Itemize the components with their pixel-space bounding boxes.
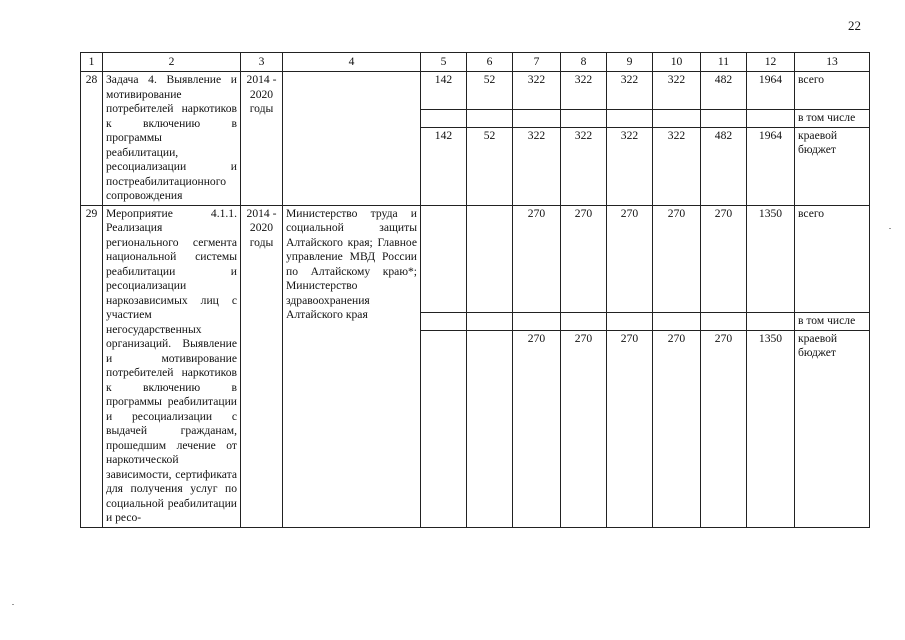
program-table bbox=[80, 52, 870, 528]
value-cell: 322 bbox=[653, 127, 701, 205]
value-cell bbox=[467, 330, 513, 527]
value-cell: 322 bbox=[561, 72, 607, 110]
value-cell: 270 bbox=[561, 205, 607, 313]
value-cell: 1964 bbox=[747, 72, 795, 110]
column-number: 2 bbox=[103, 53, 241, 72]
value-cell bbox=[421, 313, 467, 331]
column-number: 11 bbox=[701, 53, 747, 72]
row-number: 28 bbox=[81, 72, 103, 206]
value-cell: 482 bbox=[701, 72, 747, 110]
value-cell: 270 bbox=[513, 330, 561, 527]
column-number: 6 bbox=[467, 53, 513, 72]
value-cell bbox=[653, 313, 701, 331]
column-number: 5 bbox=[421, 53, 467, 72]
value-cell: 270 bbox=[653, 330, 701, 527]
scan-speck bbox=[12, 604, 14, 605]
funding-label: всего bbox=[795, 72, 870, 110]
value-cell bbox=[653, 110, 701, 128]
value-cell: 1350 bbox=[747, 205, 795, 313]
value-cell bbox=[513, 313, 561, 331]
page-number: 22 bbox=[848, 18, 861, 33]
column-number: 12 bbox=[747, 53, 795, 72]
column-number: 9 bbox=[607, 53, 653, 72]
value-cell: 270 bbox=[607, 330, 653, 527]
value-cell: 270 bbox=[607, 205, 653, 313]
row-period: 2014 - 2020 годы bbox=[241, 205, 283, 527]
value-cell bbox=[747, 110, 795, 128]
value-cell bbox=[607, 313, 653, 331]
value-cell bbox=[467, 110, 513, 128]
column-number: 13 bbox=[795, 53, 870, 72]
value-cell bbox=[747, 313, 795, 331]
column-number: 10 bbox=[653, 53, 701, 72]
value-cell: 1350 bbox=[747, 330, 795, 527]
value-cell bbox=[607, 110, 653, 128]
column-number: 7 bbox=[513, 53, 561, 72]
value-cell: 482 bbox=[701, 127, 747, 205]
value-cell bbox=[467, 313, 513, 331]
value-cell: 322 bbox=[561, 127, 607, 205]
row-executor bbox=[283, 72, 421, 206]
value-cell: 270 bbox=[701, 330, 747, 527]
column-number: 1 bbox=[81, 53, 103, 72]
funding-label: краевой бюджет bbox=[795, 330, 870, 527]
column-number: 8 bbox=[561, 53, 607, 72]
value-cell bbox=[561, 110, 607, 128]
value-cell bbox=[421, 330, 467, 527]
row-executor: Министерство труда и социальной защиты Алтайского края; Главное управление МВД России по Алтайскому краю*; Министерство здравоохранения Алтайского края bbox=[283, 205, 421, 527]
table-row bbox=[81, 205, 870, 313]
value-cell: 270 bbox=[653, 205, 701, 313]
value-cell bbox=[701, 110, 747, 128]
row-name: Задача 4. Выявление и мотивирование потребителей наркотиков к включению в программы реабилитации, ресоциализации и постреабилитационного сопровождения bbox=[103, 72, 241, 206]
value-cell: 322 bbox=[513, 127, 561, 205]
value-cell: 270 bbox=[561, 330, 607, 527]
value-cell: 52 bbox=[467, 127, 513, 205]
row-period: 2014 - 2020 годы bbox=[241, 72, 283, 206]
value-cell: 322 bbox=[653, 72, 701, 110]
value-cell bbox=[421, 110, 467, 128]
value-cell: 322 bbox=[513, 72, 561, 110]
funding-label: всего bbox=[795, 205, 870, 313]
value-cell: 322 bbox=[607, 127, 653, 205]
table-row bbox=[81, 72, 870, 110]
value-cell bbox=[701, 313, 747, 331]
column-number-row bbox=[81, 53, 870, 72]
value-cell bbox=[467, 205, 513, 313]
value-cell bbox=[513, 110, 561, 128]
funding-label: в том числе bbox=[795, 110, 870, 128]
column-number: 3 bbox=[241, 53, 283, 72]
funding-label: краевой бюджет bbox=[795, 127, 870, 205]
value-cell bbox=[421, 205, 467, 313]
value-cell: 142 bbox=[421, 127, 467, 205]
value-cell: 142 bbox=[421, 72, 467, 110]
value-cell: 322 bbox=[607, 72, 653, 110]
value-cell: 270 bbox=[513, 205, 561, 313]
column-number: 4 bbox=[283, 53, 421, 72]
row-name: Мероприятие 4.1.1. Реализация регионального сегмента национальной системы реабилитации и ресоциализации наркозависимых лиц с участием негосударственных организаций. Выявление и мотивирование потребителей наркотиков к включению в программы реабилитации и ресоциализации с выдачей гражданам, прошедшим лечение от наркотической зависимости, сертификата для получения услуг по социальной реабилитации и ресо- bbox=[103, 205, 241, 527]
value-cell: 52 bbox=[467, 72, 513, 110]
value-cell: 1964 bbox=[747, 127, 795, 205]
value-cell: 270 bbox=[701, 205, 747, 313]
funding-label: в том числе bbox=[795, 313, 870, 331]
scan-speck bbox=[889, 228, 891, 229]
value-cell bbox=[561, 313, 607, 331]
row-number: 29 bbox=[81, 205, 103, 527]
